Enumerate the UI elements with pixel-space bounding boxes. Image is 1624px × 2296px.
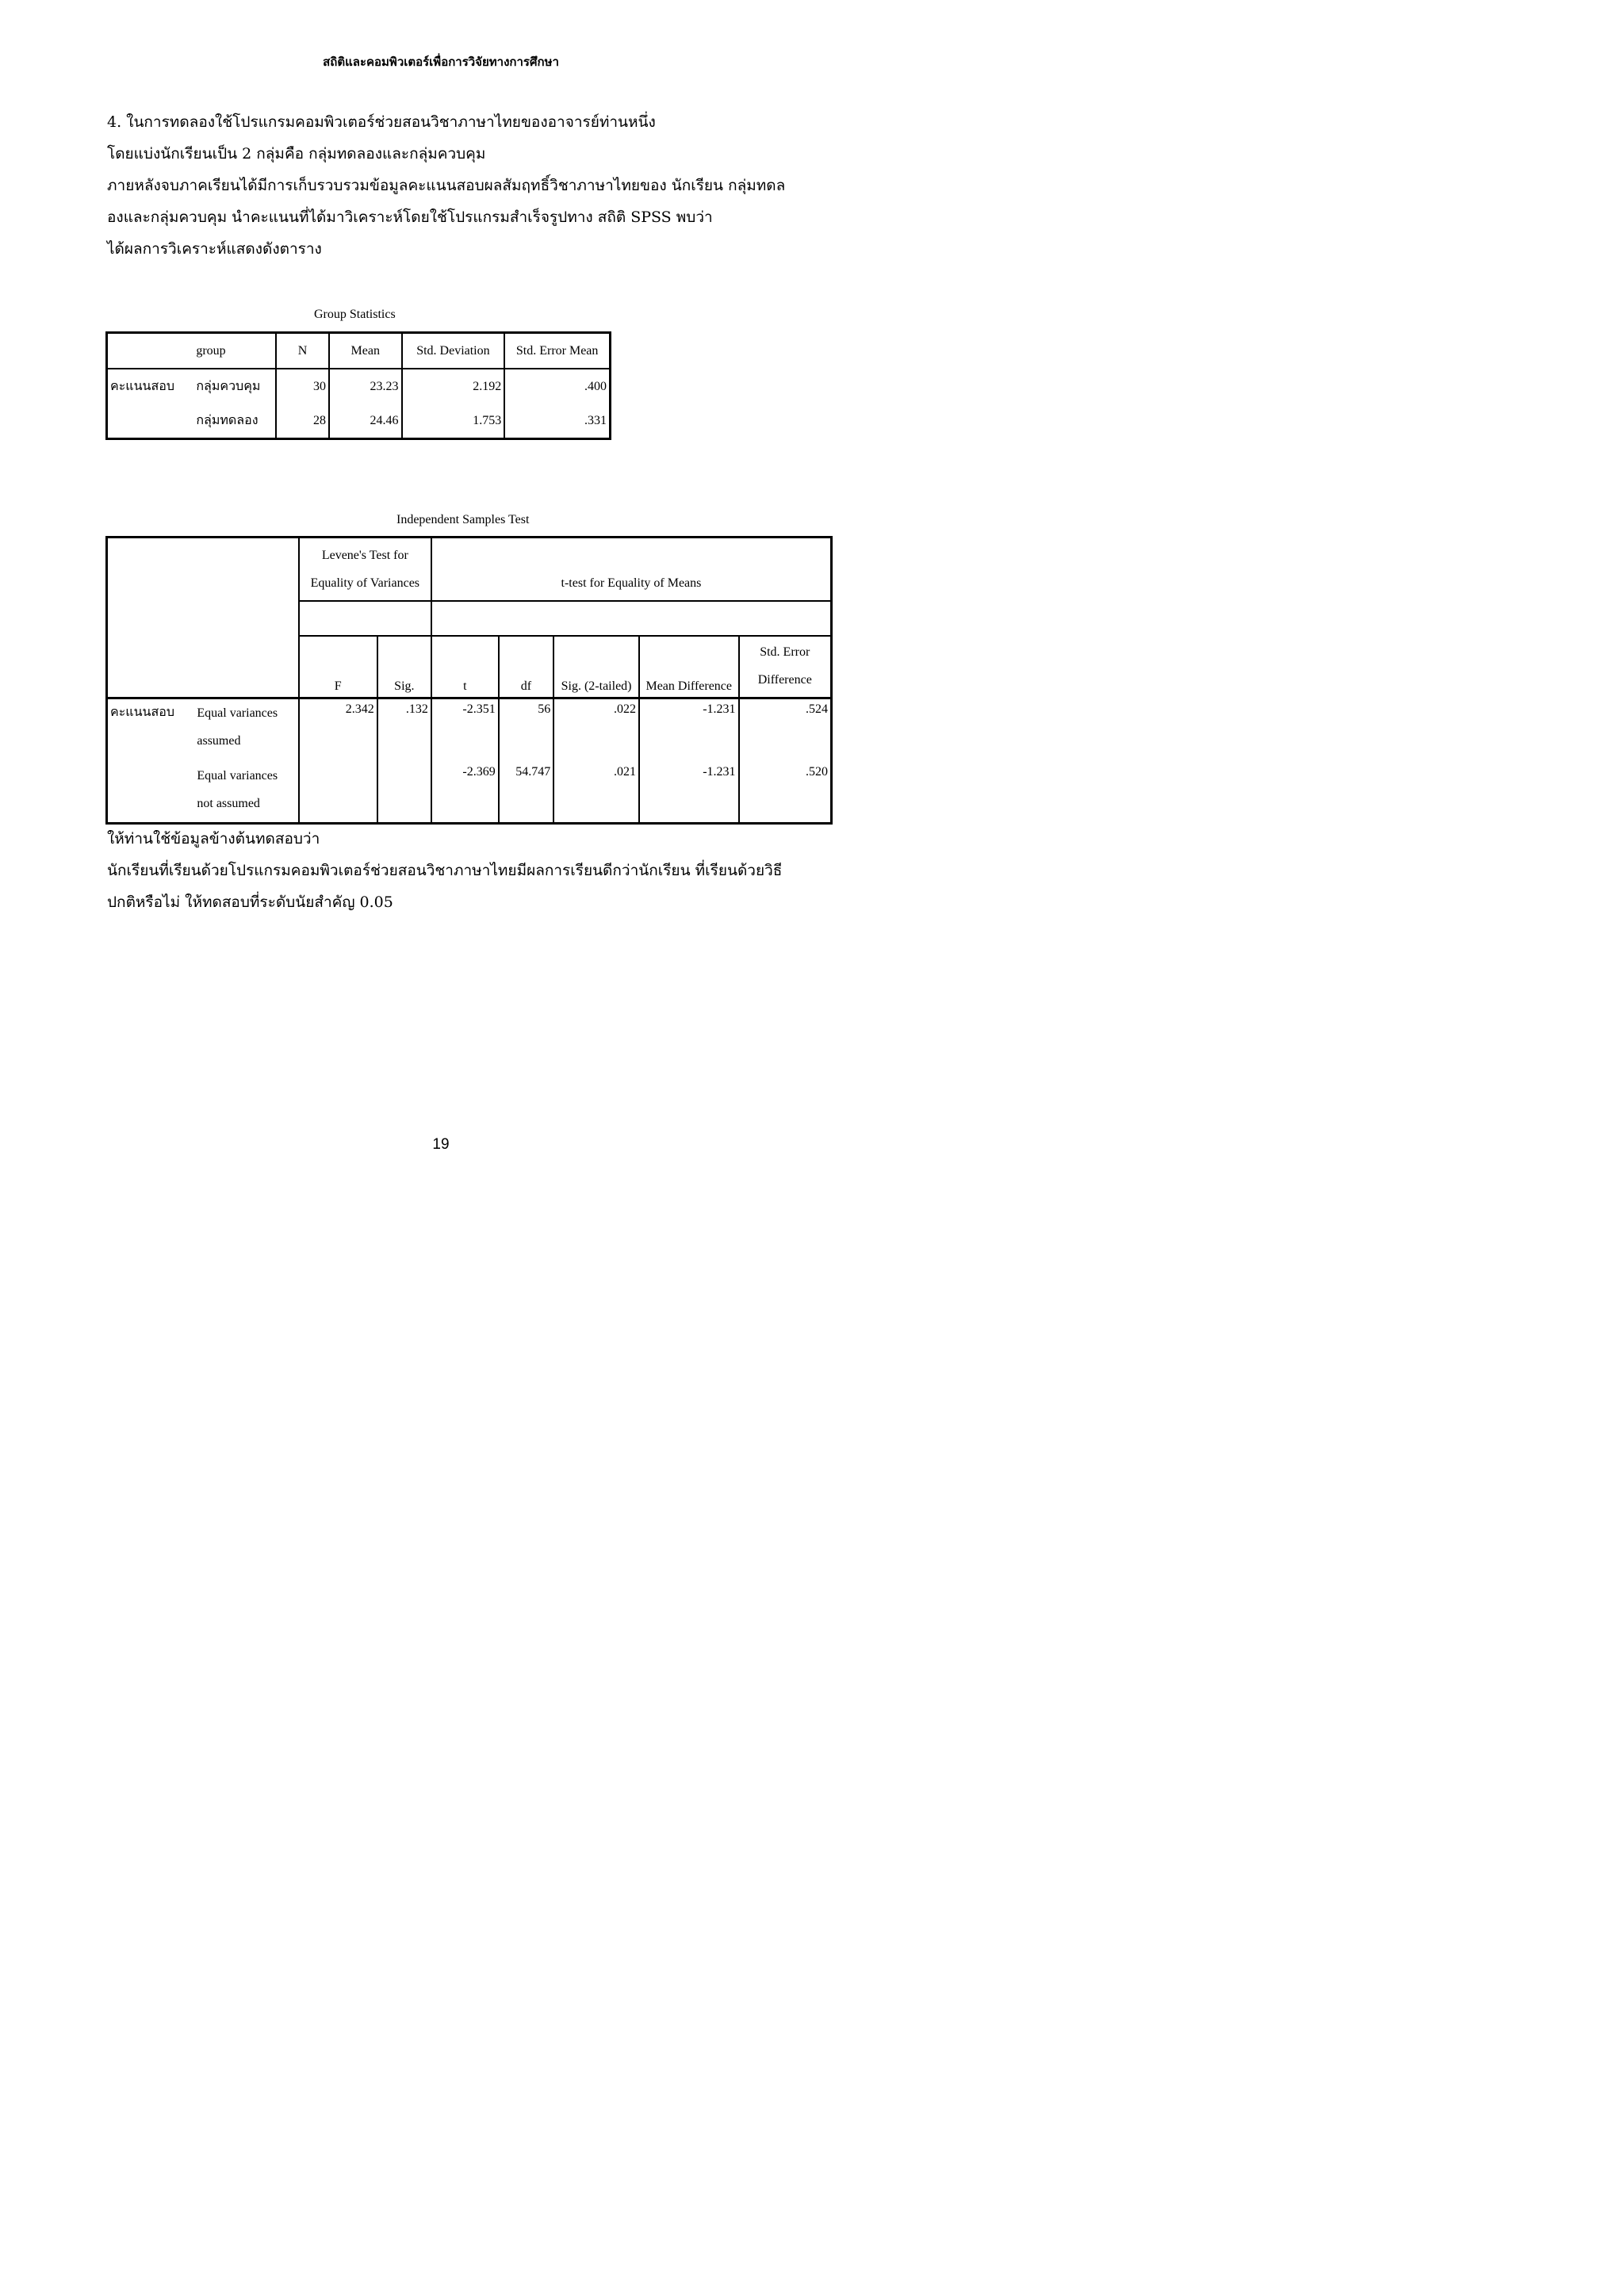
row-label-empty xyxy=(107,762,195,824)
header-std-error-difference xyxy=(739,636,832,698)
mean-cell: 23.23 xyxy=(329,369,402,404)
group-cell: กลุ่มควบคุม xyxy=(196,378,261,393)
question-line: ได้ผลการวิเคราะห์แสดงดังตาราง xyxy=(107,240,322,258)
header-std-error-line1: Std. Error xyxy=(760,645,810,659)
levene-header-line2: Equality of Variances xyxy=(310,576,420,590)
question-line: โดยแบ่งนักเรียนเป็น 2 กลุ่มคือ กลุ่มทดลองและกลุ่มควบคุม xyxy=(107,145,486,163)
n-cell: 30 xyxy=(276,369,329,404)
df-cell: 54.747 xyxy=(499,762,553,824)
header-df: df xyxy=(499,636,553,698)
row-label: คะแนนสอบ xyxy=(110,704,175,719)
se-diff-cell: .520 xyxy=(739,762,832,824)
table-row xyxy=(107,698,832,762)
instructions-text xyxy=(107,823,821,918)
table-row xyxy=(107,404,611,439)
variance-label xyxy=(194,698,298,762)
header-t: t xyxy=(431,636,499,698)
f-cell xyxy=(299,762,377,824)
page-number: 19 xyxy=(432,1136,450,1153)
variance-label-line2: not assumed xyxy=(197,796,260,810)
question-line: องและกลุ่มควบคุม นำคะแนนที่ได้มาวิเคราะห์โดยใช้โปรแกรมสำเร็จรูปทาง สถิติ SPSS พบว่า xyxy=(107,209,713,226)
variance-label-line1: Equal variances xyxy=(197,768,278,783)
header-std-deviation: Std. Deviation xyxy=(402,333,505,369)
instruction-line: ปกติหรือไม่ ให้ทดสอบที่ระดับนัยสำคัญ 0.05 xyxy=(107,894,393,911)
header-f: F xyxy=(299,636,377,698)
table-header-row xyxy=(107,538,832,601)
mean-diff-cell: -1.231 xyxy=(639,762,739,824)
header-empty-cell xyxy=(194,538,298,698)
row-label-empty xyxy=(107,404,194,439)
group-statistics-table xyxy=(105,331,611,440)
header-group: group xyxy=(193,333,276,369)
se-cell: .331 xyxy=(504,404,610,439)
n-cell: 28 xyxy=(276,404,329,439)
group-cell: กลุ่มทดลอง xyxy=(196,412,259,427)
ind-test-caption: Independent Samples Test xyxy=(396,513,530,526)
question-line: 4. ในการทดลองใช้โปรแกรมคอมพิวเตอร์ช่วยสอนวิชาภาษาไทยของอาจารย์ท่านหนึ่ง xyxy=(107,113,656,131)
page-header-title: สถิติและคอมพิวเตอร์เพื่อการวิจัยทางการศึกษา xyxy=(323,55,559,69)
sig2-cell: .021 xyxy=(553,762,639,824)
mean-cell: 24.46 xyxy=(329,404,402,439)
spacer-cell xyxy=(299,601,431,636)
group-stats-caption: Group Statistics xyxy=(314,308,396,321)
header-std-error-line2: Difference xyxy=(757,673,812,687)
header-n: N xyxy=(276,333,329,369)
t-cell: -2.351 xyxy=(431,698,499,762)
t-cell: -2.369 xyxy=(431,762,499,824)
instruction-line: ให้ท่านใช้ข้อมูลข้างต้นทดสอบว่า xyxy=(107,830,320,848)
mean-diff-cell: -1.231 xyxy=(639,698,739,762)
sig-cell: .132 xyxy=(377,698,431,762)
table-header-row xyxy=(107,333,611,369)
header-std-error-mean: Std. Error Mean xyxy=(504,333,610,369)
sig2-cell: .022 xyxy=(553,698,639,762)
table-row xyxy=(107,369,611,404)
table-row xyxy=(107,762,832,824)
instruction-line: นักเรียนที่เรียนด้วยโปรแกรมคอมพิวเตอร์ช่วยสอนวิชาภาษาไทยมีผลการเรียนดีกว่านักเรียน ที่เรียนด้วยวิธี xyxy=(107,862,783,879)
levene-header-line1: Levene's Test for xyxy=(321,548,408,562)
se-diff-cell: .524 xyxy=(739,698,832,762)
df-cell: 56 xyxy=(499,698,553,762)
header-sig-2-tailed: Sig. (2-tailed) xyxy=(553,636,639,698)
independent-samples-test-table xyxy=(105,536,833,825)
variance-label-line2: assumed xyxy=(197,734,241,748)
row-label: คะแนนสอบ xyxy=(110,378,175,393)
question-text xyxy=(107,106,821,265)
header-mean-difference: Mean Difference xyxy=(639,636,739,698)
sig-cell xyxy=(377,762,431,824)
levene-header xyxy=(299,538,431,601)
header-mean: Mean xyxy=(329,333,402,369)
f-cell: 2.342 xyxy=(299,698,377,762)
se-cell: .400 xyxy=(504,369,610,404)
header-sig: Sig. xyxy=(377,636,431,698)
header-empty-cell xyxy=(107,333,194,369)
spacer-cell xyxy=(431,601,832,636)
question-line: ภายหลังจบภาคเรียนได้มีการเก็บรวบรวมข้อมูลคะแนนสอบผลสัมฤทธิ์วิชาภาษาไทยของ นักเรียน กลุ่มทดล xyxy=(107,177,786,194)
ttest-header: t-test for Equality of Means xyxy=(431,538,832,601)
header-empty-cell xyxy=(107,538,195,698)
sd-cell: 1.753 xyxy=(402,404,505,439)
variance-label xyxy=(194,762,298,824)
sd-cell: 2.192 xyxy=(402,369,505,404)
variance-label-line1: Equal variances xyxy=(197,706,278,720)
